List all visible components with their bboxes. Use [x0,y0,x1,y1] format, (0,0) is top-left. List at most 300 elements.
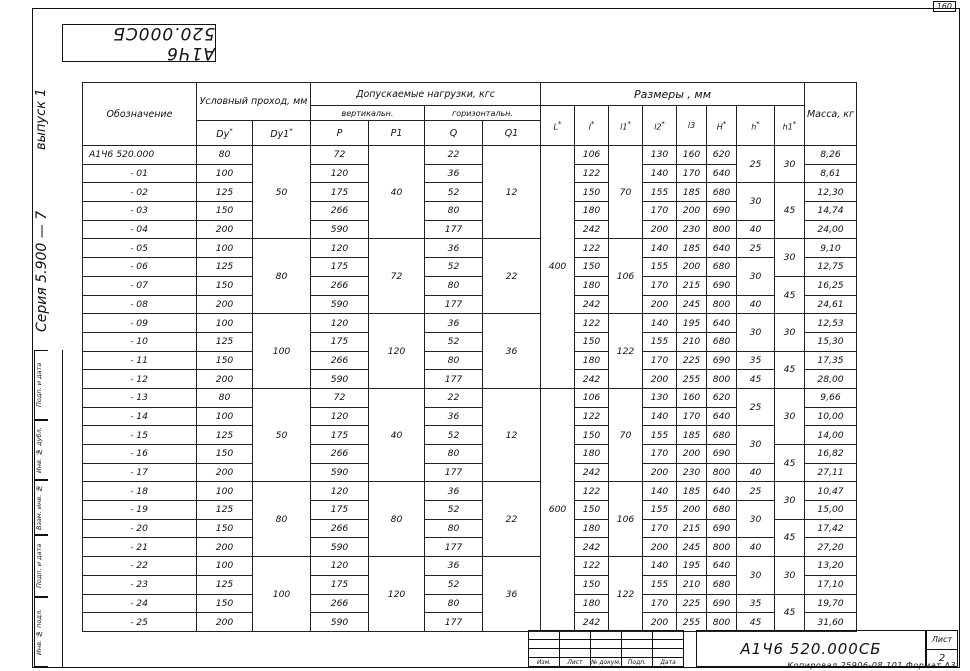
table-row [83,613,857,632]
title-block-column-label: Изм. [529,658,560,667]
H-cell: 680 [707,575,737,594]
l2-cell: 140 [643,314,677,333]
header-p: P [311,121,369,146]
H-cell: 640 [707,314,737,333]
mass-cell: 19,70 [805,594,857,613]
mass-cell: 12,75 [805,258,857,277]
p-cell: 120 [311,314,369,333]
title-block-column-label: Подп. [622,658,653,667]
q-cell: 80 [425,351,483,370]
l-cell: 150 [575,258,609,277]
l3-cell: 200 [677,258,707,277]
designation-cell: - 15 [83,426,197,445]
l3-cell: 160 [677,388,707,407]
mass-cell: 13,20 [805,557,857,576]
designation-cell: - 19 [83,501,197,520]
dy-cell: 125 [197,575,253,594]
title-block-grid [528,630,684,667]
p1-cell: 120 [369,314,425,389]
l1-cell: 106 [609,482,643,557]
l3-cell: 160 [677,146,707,165]
l-cell: 122 [575,239,609,258]
q-cell: 52 [425,332,483,351]
h-cell: 25 [737,482,775,501]
header-l2-star: * [661,119,665,128]
header-q1: Q1 [483,121,541,146]
H-cell: 620 [707,388,737,407]
designation-cell: - 22 [83,557,197,576]
dy1-cell: 80 [253,239,311,314]
designation-cell: - 01 [83,164,197,183]
H-cell: 800 [707,220,737,239]
p-cell: 120 [311,239,369,258]
mass-cell: 15,30 [805,332,857,351]
mass-cell: 17,35 [805,351,857,370]
q-cell: 52 [425,501,483,520]
header-h1 [775,106,805,146]
h-cell: 30 [737,183,775,220]
designation-cell: - 18 [83,482,197,501]
l2-cell: 170 [643,519,677,538]
h-cell: 40 [737,463,775,482]
q-cell: 177 [425,538,483,557]
p-cell: 590 [311,538,369,557]
designation-cell: - 16 [83,445,197,464]
p-cell: 175 [311,426,369,445]
l2-cell: 170 [643,351,677,370]
l-cell: 150 [575,575,609,594]
l2-cell: 140 [643,239,677,258]
p1-cell: 40 [369,146,425,239]
side-stamp-cell: Инв. № дубл. [34,420,48,480]
l-cell: 150 [575,183,609,202]
h-cell: 30 [737,557,775,594]
side-stamp-cell: Взам. инв. № [34,480,48,535]
dy-cell: 125 [197,183,253,202]
mass-cell: 31,60 [805,613,857,632]
l3-cell: 195 [677,314,707,333]
top-stamp-text: A1Ч6 520.000СБ [112,23,215,63]
l-cell: 106 [575,388,609,407]
H-cell: 640 [707,482,737,501]
mass-cell: 10,47 [805,482,857,501]
sheet-label: Лист [927,631,957,650]
header-h-text: h [751,122,757,132]
q-cell: 22 [425,388,483,407]
mass-cell: 24,61 [805,295,857,314]
p-cell: 266 [311,445,369,464]
H-cell: 800 [707,295,737,314]
l-cell: 180 [575,276,609,295]
dy-cell: 100 [197,164,253,183]
h1-cell: 45 [775,519,805,556]
q-cell: 177 [425,370,483,389]
dy-cell: 100 [197,314,253,333]
header-dy1-star: * [289,126,293,135]
header-H [707,106,737,146]
header-L-text: L [553,122,558,132]
l3-cell: 185 [677,239,707,258]
h-cell: 35 [737,351,775,370]
side-stamp-cell: Инв. № подл. [34,597,48,667]
h1-cell: 45 [775,276,805,313]
q-cell: 36 [425,164,483,183]
dy-cell: 125 [197,501,253,520]
l-cell: 150 [575,426,609,445]
q-cell: 177 [425,295,483,314]
q1-cell: 12 [483,146,541,239]
l3-cell: 185 [677,482,707,501]
table-row [83,183,857,202]
q-cell: 36 [425,557,483,576]
mass-cell: 8,61 [805,164,857,183]
l-cell: 180 [575,351,609,370]
l-cell: 242 [575,463,609,482]
header-l [575,106,609,146]
designation-cell: - 21 [83,538,197,557]
q-cell: 177 [425,220,483,239]
table-row [83,594,857,613]
h1-cell: 45 [775,183,805,239]
dy-cell: 150 [197,276,253,295]
p-cell: 72 [311,388,369,407]
p-cell: 175 [311,258,369,277]
l2-cell: 155 [643,501,677,520]
designation-cell: - 17 [83,463,197,482]
dy-cell: 80 [197,388,253,407]
h-cell: 30 [737,501,775,538]
l3-cell: 215 [677,276,707,295]
q-cell: 36 [425,407,483,426]
H-cell: 690 [707,276,737,295]
header-vertical: вертикальн. [311,106,425,121]
l1-cell: 70 [609,146,643,239]
l2-cell: 140 [643,407,677,426]
header-L [541,106,575,146]
l2-cell: 200 [643,370,677,389]
p-cell: 120 [311,164,369,183]
p-cell: 266 [311,519,369,538]
dy-cell: 200 [197,370,253,389]
dy-cell: 125 [197,258,253,277]
H-cell: 620 [707,146,737,165]
p-cell: 266 [311,202,369,221]
mass-cell: 28,00 [805,370,857,389]
dy-cell: 200 [197,463,253,482]
header-q: Q [425,121,483,146]
l-cell: 180 [575,519,609,538]
mass-cell: 27,20 [805,538,857,557]
table-row [83,220,857,239]
header-dy-star: * [229,126,233,135]
l2-cell: 140 [643,482,677,501]
l3-cell: 195 [677,557,707,576]
dy-cell: 100 [197,482,253,501]
mass-cell: 9,66 [805,388,857,407]
header-l1-text: l1 [620,122,628,132]
side-stamp-cell: Подп. и дата [34,535,48,597]
designation-cell: - 03 [83,202,197,221]
dy1-cell: 50 [253,146,311,239]
side-series-label: Серия 5.900 — 7 [34,210,50,332]
l-cell: 180 [575,445,609,464]
h-cell: 40 [737,538,775,557]
p1-cell: 72 [369,239,425,314]
header-dy [197,121,253,146]
p-cell: 175 [311,332,369,351]
q-cell: 22 [425,146,483,165]
l3-cell: 245 [677,295,707,314]
H-cell: 690 [707,519,737,538]
l2-cell: 200 [643,538,677,557]
table-row [83,557,857,576]
p-cell: 175 [311,501,369,520]
dy1-cell: 50 [253,388,311,481]
title-block-column-label: № докум. [591,658,621,666]
designation-cell: - 04 [83,220,197,239]
designation-cell: - 23 [83,575,197,594]
l2-cell: 155 [643,575,677,594]
p-cell: 266 [311,276,369,295]
dimensions-table [82,82,857,632]
p-cell: 72 [311,146,369,165]
header-dy-text: Dy [216,129,230,141]
l-cell: 150 [575,332,609,351]
l2-cell: 170 [643,276,677,295]
header-h-star: * [756,119,760,128]
header-l2-text: l2 [654,122,662,132]
dy1-cell: 100 [253,314,311,389]
title-block-column-label: Лист [560,658,591,667]
q1-cell: 22 [483,482,541,557]
dy-cell: 150 [197,351,253,370]
header-dy1-text: Dy1 [270,129,290,141]
header-H-text: H [716,122,723,132]
q-cell: 80 [425,276,483,295]
p-cell: 590 [311,370,369,389]
side-stamp-cell: Подп. и дата [34,350,48,420]
l2-cell: 155 [643,183,677,202]
q-cell: 177 [425,463,483,482]
l2-cell: 130 [643,146,677,165]
l2-cell: 155 [643,332,677,351]
L-cell: 400 [541,146,575,389]
designation-cell: - 20 [83,519,197,538]
mass-cell: 17,10 [805,575,857,594]
table-row [83,388,857,407]
l-cell: 242 [575,220,609,239]
title-block-designation: A1Ч6 520.000СБ [696,630,926,667]
h1-cell: 30 [775,482,805,519]
dy-cell: 200 [197,613,253,632]
l2-cell: 170 [643,594,677,613]
l3-cell: 200 [677,202,707,221]
p-cell: 590 [311,295,369,314]
dy-cell: 150 [197,519,253,538]
h-cell: 30 [737,258,775,295]
H-cell: 680 [707,426,737,445]
q-cell: 80 [425,594,483,613]
p1-cell: 80 [369,482,425,557]
l2-cell: 200 [643,463,677,482]
l3-cell: 185 [677,183,707,202]
H-cell: 640 [707,164,737,183]
table-row [83,239,857,258]
l2-cell: 140 [643,164,677,183]
dy-cell: 200 [197,538,253,557]
H-cell: 800 [707,613,737,632]
l2-cell: 200 [643,295,677,314]
table-row [83,295,857,314]
mass-cell: 15,00 [805,501,857,520]
h-cell: 25 [737,239,775,258]
designation-cell: - 24 [83,594,197,613]
designation-cell: - 06 [83,258,197,277]
designation-cell: - 12 [83,370,197,389]
mass-cell: 8,26 [805,146,857,165]
table-row [83,463,857,482]
mass-cell: 14,00 [805,426,857,445]
copy-footer: Копировал 25906-08 101 Формат А3 [787,661,956,670]
dy-cell: 125 [197,332,253,351]
designation-cell: A1Ч6 520.000 [83,146,197,165]
header-p1: P1 [369,121,425,146]
mass-cell: 12,53 [805,314,857,333]
q-cell: 80 [425,445,483,464]
h-cell: 35 [737,594,775,613]
h-cell: 30 [737,314,775,351]
p-cell: 120 [311,557,369,576]
q-cell: 52 [425,575,483,594]
l2-cell: 170 [643,202,677,221]
table-row [83,351,857,370]
l2-cell: 170 [643,445,677,464]
h1-cell: 45 [775,351,805,388]
l3-cell: 230 [677,463,707,482]
header-loads: Допускаемые нагрузки, кгс [311,83,541,106]
dy-cell: 100 [197,407,253,426]
H-cell: 800 [707,538,737,557]
l-cell: 122 [575,164,609,183]
q-cell: 36 [425,482,483,501]
q1-cell: 22 [483,239,541,314]
dy-cell: 100 [197,557,253,576]
l-cell: 122 [575,407,609,426]
side-issue-label: выпуск 1 [34,88,49,150]
mass-cell: 14,74 [805,202,857,221]
q-cell: 52 [425,258,483,277]
l3-cell: 215 [677,519,707,538]
table-row [83,501,857,520]
p-cell: 175 [311,575,369,594]
H-cell: 800 [707,463,737,482]
l2-cell: 200 [643,220,677,239]
l-cell: 122 [575,557,609,576]
side-stamp-column [48,350,63,667]
header-L-star: * [557,119,562,128]
q-cell: 36 [425,239,483,258]
mass-cell: 16,25 [805,276,857,295]
header-H-star: * [722,119,727,128]
mass-cell: 9,10 [805,239,857,258]
dy-cell: 200 [197,295,253,314]
p1-cell: 120 [369,557,425,632]
l3-cell: 170 [677,164,707,183]
header-l-star: * [590,119,595,128]
q-cell: 80 [425,519,483,538]
dy-cell: 100 [197,239,253,258]
H-cell: 640 [707,557,737,576]
H-cell: 680 [707,183,737,202]
q1-cell: 12 [483,388,541,481]
h-cell: 40 [737,295,775,314]
header-dy1 [253,121,311,146]
H-cell: 800 [707,370,737,389]
table-row [83,370,857,389]
l3-cell: 210 [677,332,707,351]
h-cell: 25 [737,146,775,183]
l3-cell: 200 [677,501,707,520]
designation-cell: - 07 [83,276,197,295]
header-l2 [643,106,677,146]
p-cell: 120 [311,407,369,426]
l3-cell: 245 [677,538,707,557]
h-cell: 30 [737,426,775,463]
header-l-text: l [588,122,591,132]
mass-cell: 27,11 [805,463,857,482]
h-cell: 40 [737,220,775,239]
l-cell: 242 [575,295,609,314]
designation-cell: - 13 [83,388,197,407]
mass-cell: 24,00 [805,220,857,239]
header-sizes: Размеры , мм [541,83,805,106]
q1-cell: 36 [483,557,541,632]
l3-cell: 210 [677,575,707,594]
mass-cell: 16,82 [805,445,857,464]
table-row [83,146,857,165]
dy1-cell: 100 [253,557,311,632]
mass-cell: 10,00 [805,407,857,426]
q-cell: 36 [425,314,483,333]
l-cell: 150 [575,501,609,520]
dy-cell: 200 [197,220,253,239]
p-cell: 590 [311,463,369,482]
L-cell: 600 [541,388,575,631]
l2-cell: 140 [643,557,677,576]
H-cell: 680 [707,501,737,520]
p-cell: 590 [311,220,369,239]
designation-cell: - 14 [83,407,197,426]
mass-cell: 12,30 [805,183,857,202]
H-cell: 680 [707,332,737,351]
q-cell: 177 [425,613,483,632]
mass-cell: 17,42 [805,519,857,538]
header-horizontal: горизонтальн. [425,106,541,121]
h1-cell: 30 [775,314,805,351]
l-cell: 242 [575,370,609,389]
table-row [83,482,857,501]
h1-cell: 30 [775,557,805,594]
header-l1 [609,106,643,146]
l2-cell: 130 [643,388,677,407]
p-cell: 120 [311,482,369,501]
h1-cell: 45 [775,445,805,482]
l-cell: 242 [575,613,609,632]
header-nominal-bore: Условный проход, мм [197,83,311,121]
h-cell: 45 [737,370,775,389]
l-cell: 242 [575,538,609,557]
dy-cell: 125 [197,426,253,445]
